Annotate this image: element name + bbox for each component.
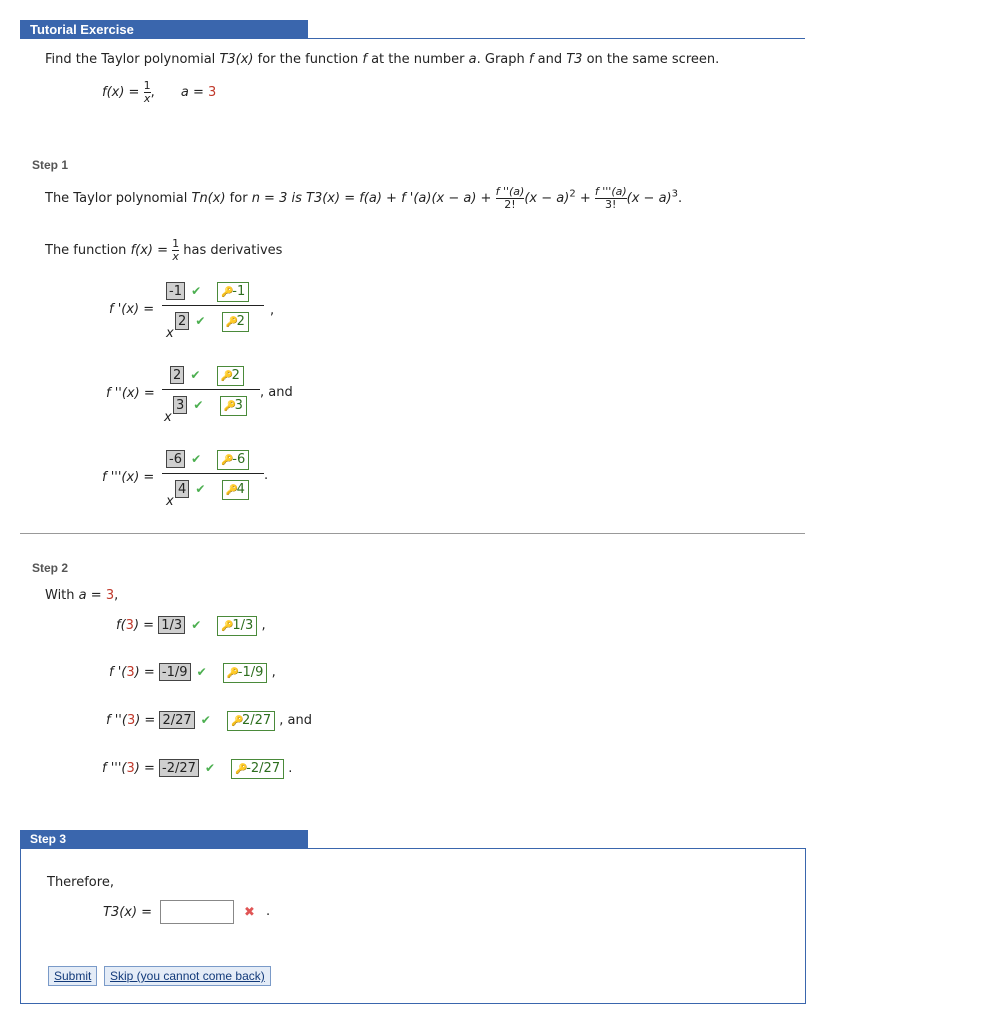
fraction-bar bbox=[162, 305, 264, 306]
second-derivative-fraction: $\frac{f ''(a)}{2!}$ bbox=[495, 185, 525, 211]
key-icon: 🔑 bbox=[230, 716, 244, 727]
value-row: f '''(3) = -2/27 ✔ 🔑-2/27 . bbox=[102, 759, 292, 779]
submit-button[interactable]: Submit bbox=[48, 966, 97, 986]
answer-box: -1/9 bbox=[159, 663, 191, 681]
third-derivative-fraction: $\frac{f '''(a)}{3!}$ bbox=[594, 185, 627, 211]
t3-answer-input[interactable] bbox=[160, 900, 234, 924]
key-icon: 🔑 bbox=[220, 371, 234, 382]
answer-key: 🔑2 bbox=[217, 366, 244, 386]
value-row: f '(3) = -1/9 ✔ 🔑-1/9 , bbox=[109, 663, 276, 683]
checkmark-icon: ✔ bbox=[200, 713, 211, 727]
checkmark-icon: ✔ bbox=[196, 665, 207, 679]
problem-statement: Find the Taylor polynomial T3(x) for the function f at the number a. Graph f and T3 on the same screen. bbox=[45, 52, 720, 67]
key-icon: 🔑 bbox=[225, 485, 239, 496]
problem-function: f(x) = $\frac{1}{x}$ , a = 3 bbox=[102, 79, 217, 105]
checkmark-icon: ✔ bbox=[205, 761, 216, 775]
key-icon: 🔑 bbox=[223, 401, 237, 412]
checkmark-icon: ✔ bbox=[190, 368, 201, 382]
answer-key: 🔑4 bbox=[222, 480, 249, 500]
header-divider bbox=[20, 38, 805, 39]
answer-box: -2/27 bbox=[159, 759, 199, 777]
answer-box: 2 bbox=[175, 312, 189, 330]
checkmark-icon: ✔ bbox=[195, 314, 206, 328]
function-fraction: $\frac{1}{x}$ bbox=[172, 237, 180, 263]
answer-key: 🔑-6 bbox=[217, 450, 249, 470]
answer-box: 2/27 bbox=[159, 711, 194, 729]
step2-with: With a = 3, bbox=[45, 588, 119, 603]
step3-label: Step 3 bbox=[20, 830, 308, 849]
checkmark-icon: ✔ bbox=[191, 452, 202, 466]
answer-box: 3 bbox=[173, 396, 187, 414]
key-icon: 🔑 bbox=[226, 668, 240, 679]
problem-fraction: $\frac{1}{x}$ bbox=[143, 79, 151, 105]
step1-label: Step 1 bbox=[32, 158, 69, 172]
answer-box: -6 bbox=[166, 450, 185, 468]
key-icon: 🔑 bbox=[221, 287, 234, 298]
answer-box: -1 bbox=[166, 282, 185, 300]
x-mark-icon: ✖ bbox=[244, 905, 255, 920]
answer-key: 🔑-1 bbox=[217, 282, 249, 302]
answer-box: 4 bbox=[175, 480, 189, 498]
answer-key: 🔑2/27 bbox=[227, 711, 275, 731]
checkmark-icon: ✔ bbox=[191, 618, 202, 632]
answer-box: 1/3 bbox=[158, 616, 185, 634]
tutorial-header: Tutorial Exercise bbox=[20, 20, 308, 39]
fraction-bar bbox=[162, 389, 260, 390]
checkmark-icon: ✔ bbox=[195, 482, 206, 496]
answer-box: 2 bbox=[170, 366, 184, 384]
fraction-bar bbox=[162, 473, 264, 474]
step-divider bbox=[20, 533, 805, 534]
answer-key: 🔑3 bbox=[220, 396, 247, 416]
value-row: f(3) = 1/3 ✔ 🔑1/3 , bbox=[116, 616, 266, 636]
skip-button[interactable]: Skip (you cannot come back) bbox=[104, 966, 271, 986]
key-icon: 🔑 bbox=[221, 455, 234, 466]
value-row: f ''(3) = 2/27 ✔ 🔑2/27 , and bbox=[106, 711, 312, 731]
answer-key: 🔑-2/27 bbox=[231, 759, 284, 779]
checkmark-icon: ✔ bbox=[191, 284, 202, 298]
key-icon: 🔑 bbox=[221, 621, 234, 632]
key-icon: 🔑 bbox=[235, 764, 248, 775]
answer-key: 🔑1/3 bbox=[217, 616, 257, 636]
taylor-formula: The Taylor polynomial Tn(x) for n = 3 is T3(x) = f(a) + f '(a)(x − a) + $\frac{f ''(a)}{2!}$ $(x - a)^2$ + $\frac{f '''(a)}{3!}$ $(x - a)^3$. bbox=[45, 185, 683, 211]
key-icon: 🔑 bbox=[225, 317, 239, 328]
therefore-text: Therefore, bbox=[47, 875, 114, 890]
answer-key: 🔑2 bbox=[222, 312, 249, 332]
function-derivatives-intro: The function f(x) = $\frac{1}{x}$ has derivatives bbox=[45, 237, 283, 263]
t3-label: T3(x) = bbox=[103, 905, 153, 920]
answer-key: 🔑-1/9 bbox=[223, 663, 268, 683]
checkmark-icon: ✔ bbox=[193, 398, 204, 412]
step2-label: Step 2 bbox=[32, 561, 69, 575]
